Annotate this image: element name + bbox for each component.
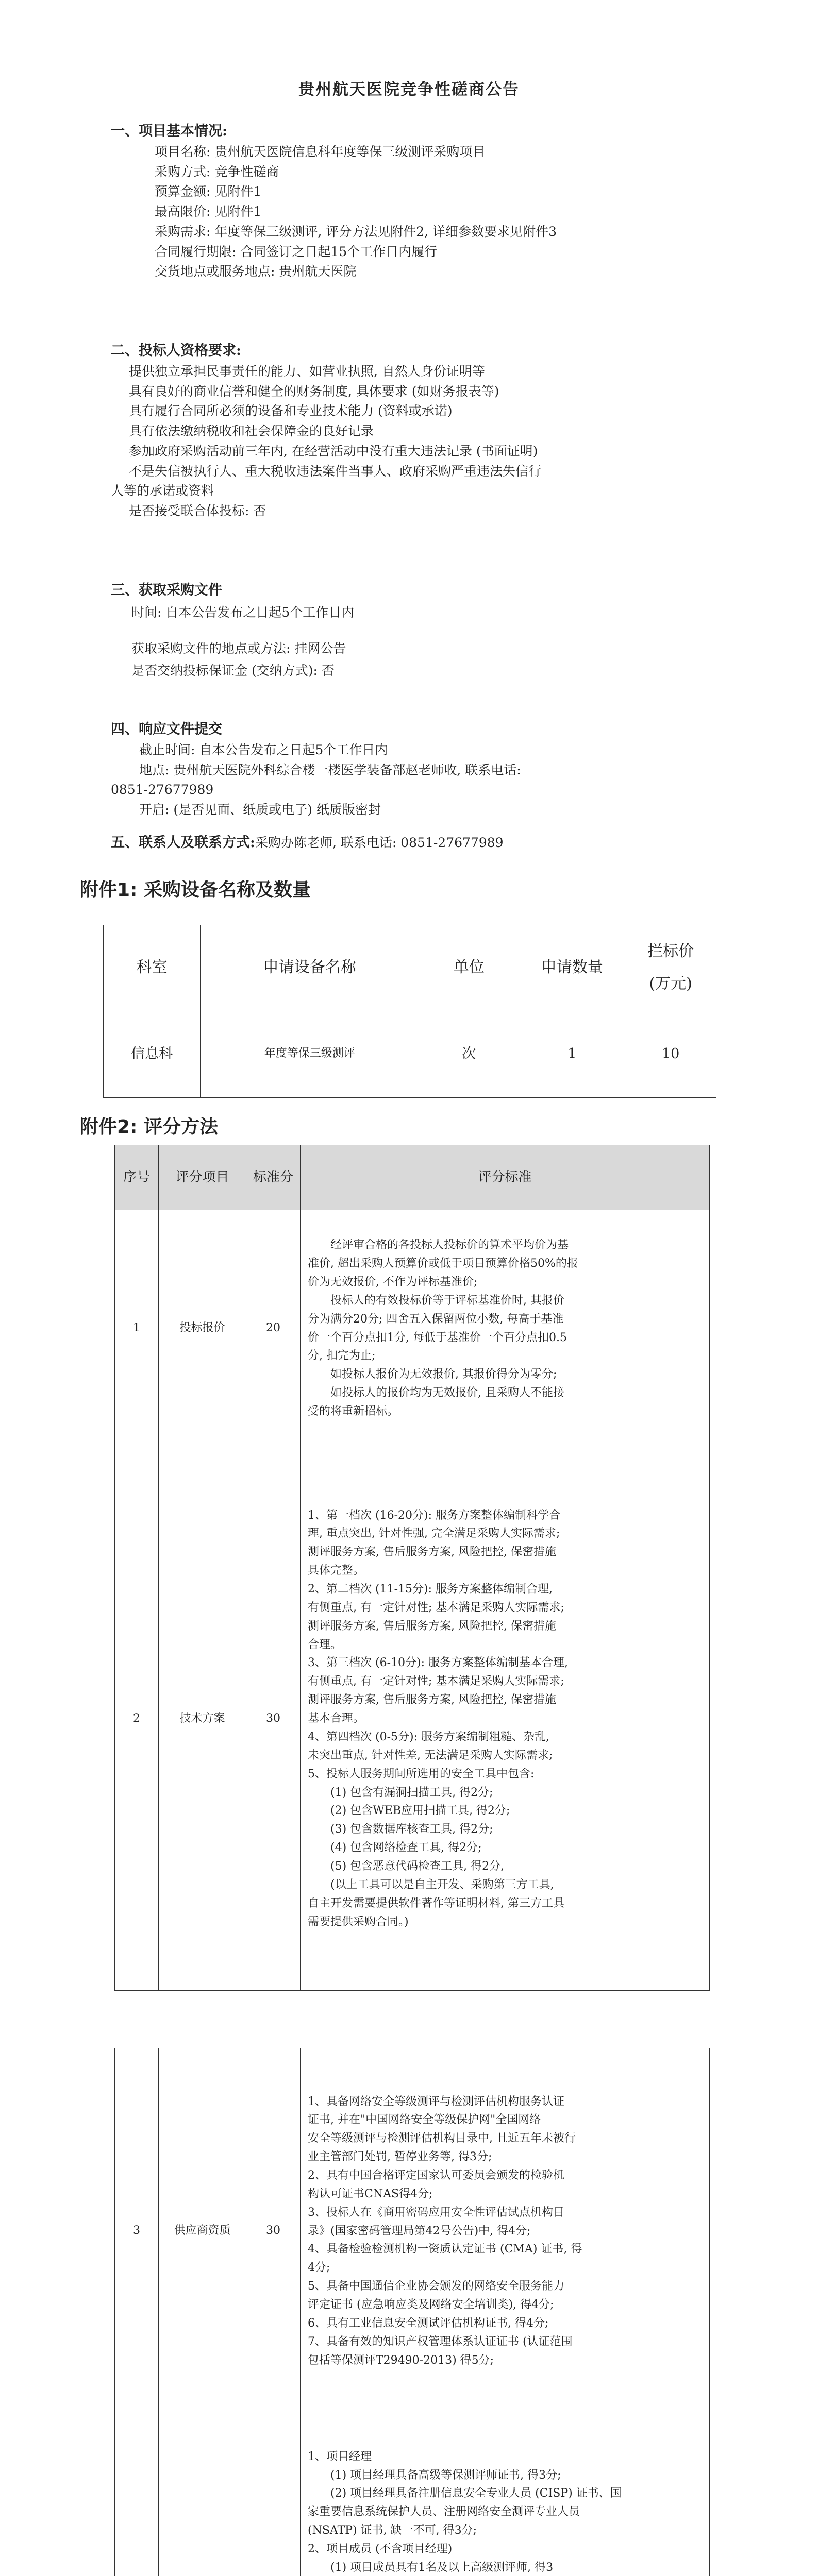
- col-no: 序号: [115, 1145, 159, 1210]
- deadline-line: 截止时间: 自本公告发布之日起5个工作日内: [139, 742, 388, 757]
- table-row: [115, 1210, 710, 1447]
- table-row: [115, 1447, 710, 1991]
- section-project-info: [111, 121, 734, 282]
- cell-no: [115, 2414, 159, 2576]
- qualification-item: 提供独立承担民事责任的能力、如营业执照, 自然人身份证明等: [129, 363, 485, 379]
- section-contact: [111, 832, 734, 854]
- cell-score: [246, 2414, 301, 2576]
- scoring-table-part1: [114, 1145, 710, 1991]
- cell-criteria: 1、具备网络安全等级测评与检测评估机构服务认证 证书, 并在"中国网络安全等级保护网"全国网络 安全等级测评与检测评估机构目录中, 且近五年未被行 业主管部门处罚, 暂停业务等, 得3分; 2、具有中国合格评定国家认可委员会颁发的检验机 构认可证书CNAS得4分; 3、投标人在《商用密码应用安全性评估试点机构目 录》(国家密码管理局第42号公告)中, 得4分; 4、具备检验检测机构一资质认定证书 (CMA) 证书, 得 4分; 5、具备中国通信企业协会颁发的网络安全服务能力 评定证书 (应急响应类及网络安全培训类), 得4分; 6、具有工业信息安全测试评估机构证书, 得4分; 7、具备有效的知识产权管理体系认证证书 (认证范围 包括等保测评T29490-2013) 得5分;: [301, 2048, 710, 2414]
- cell-no: 3: [115, 2048, 159, 2414]
- section-get-documents: [111, 580, 734, 682]
- cell-item: 供应商资质: [159, 2048, 246, 2414]
- qualification-item: 参加政府采购活动前三年内, 在经营活动中没有重大违法记录 (书面证明): [129, 443, 538, 459]
- table-header-row: [104, 925, 716, 1010]
- cell-device-name: 年度等保三级测评: [201, 1010, 419, 1098]
- attachment1-heading: 附件1: 采购设备名称及数量: [80, 879, 311, 901]
- cell-criteria: 经评审合格的各投标人投标价的算术平均价为基 准价, 超出采购人预算价或低于项目预算价格50%的报 价为无效报价, 不作为评标基准价; 投标人的有效投标价等于评标基准价时, 其报价 分为满分20分; 四舍五入保留两位小数, 每高于基准 价一个百分点扣1分, 每低于基准价一个百分点扣0.5 分, 扣完为止; 如投标人报价为无效报价, 其报价得分为零分; 如投标人的报价均为无效报价, 且采购人不能接 受的将重新招标。: [301, 1210, 710, 1447]
- section-heading: 三、获取采购文件: [111, 582, 222, 598]
- delivery-location-line: 交货地点或服务地点: 贵州航天医院: [155, 264, 357, 279]
- equipment-table: [103, 925, 716, 1098]
- col-price-cap-label: 拦标价: [647, 942, 694, 960]
- cell-no: 2: [115, 1447, 159, 1991]
- cell-score: 30: [246, 1447, 301, 1991]
- cell-item: [159, 2414, 246, 2576]
- doc-location-line: 获取采购文件的地点或方法: 挂网公告: [131, 640, 346, 656]
- submission-location-line: 地点: 贵州航天医院外科综合楼一楼医学装备部赵老师收, 联系电话:: [139, 762, 521, 777]
- section-heading: 四、响应文件提交: [111, 721, 222, 737]
- scoring-table-part2: [114, 2048, 710, 2576]
- cell-quantity: 1: [519, 1010, 625, 1098]
- project-name-line: 项目名称: 贵州航天医院信息科年度等保三级测评采购项目: [155, 144, 486, 159]
- table-row: [104, 1010, 716, 1098]
- col-device-name: 申请设备名称: [201, 925, 419, 1010]
- col-department: 科室: [104, 925, 201, 1010]
- col-criteria: 评分标准: [301, 1145, 710, 1210]
- cell-score: 30: [246, 2048, 301, 2414]
- section-heading: 五、联系人及联系方式:: [111, 835, 255, 851]
- contract-term-line: 合同履行期限: 合同签订之日起15个工作日内履行: [155, 244, 438, 259]
- col-quantity: 申请数量: [519, 925, 625, 1010]
- opening-line: 开启: (是否见面、纸质或电子) 纸质版密封: [139, 802, 381, 818]
- cell-item: 投标报价: [159, 1210, 246, 1447]
- cell-price-cap: 10: [625, 1010, 716, 1098]
- col-score: 标准分: [246, 1145, 301, 1210]
- cell-criteria: 1、第一档次 (16-20分): 服务方案整体编制科学合 理, 重点突出, 针对性强, 完全满足采购人实际需求; 测评服务方案, 售后服务方案, 风险把控, 保密措施 具体完整。 2、第二档次 (11-15分): 服务方案整体编制合理, 有侧重点, 有一定针对性; 基本满足采购人实际需求; 测评服务方案, 售后服务方案, 风险把控, 保密措施 合理。 3、第三档次 (6-10分): 服务方案整体编制基本合理, 有侧重点, 有一定针对性; 基本满足采购人实际需求; 测评服务方案, 售后服务方案, 风险把控, 保密措施 基本合理。 4、第四档次 (0-5分): 服务方案编制粗糙、杂乱, 未突出重点, 针对性差, 无法满足采购人实际需求; 5、投标人服务期间所选用的安全工具中包含: (1) 包含有漏洞扫描工具, 得2分; (2) 包含WEB应用扫描工具, 得2分; (3) 包含数据库核查工具, 得2分; (4) 包含网络检查工具, 得2分; (5) 包含恶意代码检查工具, 得2分, (以上工具可以是自主开发、采购第三方工具, 自主开发需要提供软件著作等证明材料, 第三方工具 需要提供采购合同。): [301, 1447, 710, 1991]
- qualification-item: 具有良好的商业信誉和健全的财务制度, 具体要求 (如财务报表等): [129, 383, 499, 399]
- deposit-line: 是否交纳投标保证金 (交纳方式): 否: [131, 663, 335, 679]
- section-lines: [111, 142, 734, 282]
- consortium-line: 是否接受联合体投标: 否: [129, 503, 266, 519]
- cell-item: 技术方案: [159, 1447, 246, 1991]
- cell-no: 1: [115, 1210, 159, 1447]
- attachment2-heading: 附件2: 评分方法: [80, 1116, 218, 1138]
- page-title: 贵州航天医院竞争性磋商公告: [298, 80, 520, 99]
- budget-line: 预算金额: 见附件1: [155, 184, 262, 199]
- qualification-item: 具有依法缴纳税收和社会保障金的良好记录: [129, 423, 374, 439]
- col-item: 评分项目: [159, 1145, 246, 1210]
- price-cap-line: 最高限价: 见附件1: [155, 204, 262, 219]
- cell-department: 信息科: [104, 1010, 201, 1098]
- table-header-row: [115, 1145, 710, 1210]
- requirements-line: 采购需求: 年度等保三级测评, 评分方法见附件2, 详细参数要求见附件3: [155, 224, 557, 239]
- col-price-cap-unit: (万元): [649, 975, 692, 993]
- cell-score: 20: [246, 1210, 301, 1447]
- contact-text: 采购办陈老师, 联系电话: 0851-27677989: [255, 835, 504, 850]
- procurement-method-line: 采购方式: 竞争性磋商: [155, 164, 279, 179]
- col-price-cap: [625, 925, 716, 1010]
- section-submission: [111, 719, 734, 820]
- cell-criteria: 1、项目经理 (1) 项目经理具备高级等保测评师证书, 得3分; (2) 项目经理具备注册信息安全专业人员 (CISP) 证书、国 家重要信息系统保护人员、注册网络安全测评专业人员 (NSATP) 证书, 缺一不可, 得3分; 2、项目成员 (不含项目经理) (1) 项目成员具有1名及以上高级测评师, 得3: [301, 2414, 710, 2576]
- doc-time-line: 时间: 自本公告发布之日起5个工作日内: [131, 604, 355, 620]
- section-qualifications: [111, 340, 734, 521]
- cell-unit: 次: [419, 1010, 519, 1098]
- phone-line: 0851-27677989: [111, 782, 214, 798]
- qualification-item: 具有履行合同所必须的设备和专业技术能力 (资料或承诺): [129, 403, 453, 419]
- table-row: [115, 2048, 710, 2414]
- section-heading: 二、投标人资格要求:: [111, 343, 241, 359]
- qualification-item: 不是失信被执行人、重大税收违法案件当事人、政府采购严重违法失信行: [129, 463, 542, 479]
- table-row: [115, 2414, 710, 2576]
- section-heading: 一、项目基本情况:: [111, 123, 227, 139]
- qualification-item-continued: 人等的承诺或资料: [111, 483, 214, 499]
- col-unit: 单位: [419, 925, 519, 1010]
